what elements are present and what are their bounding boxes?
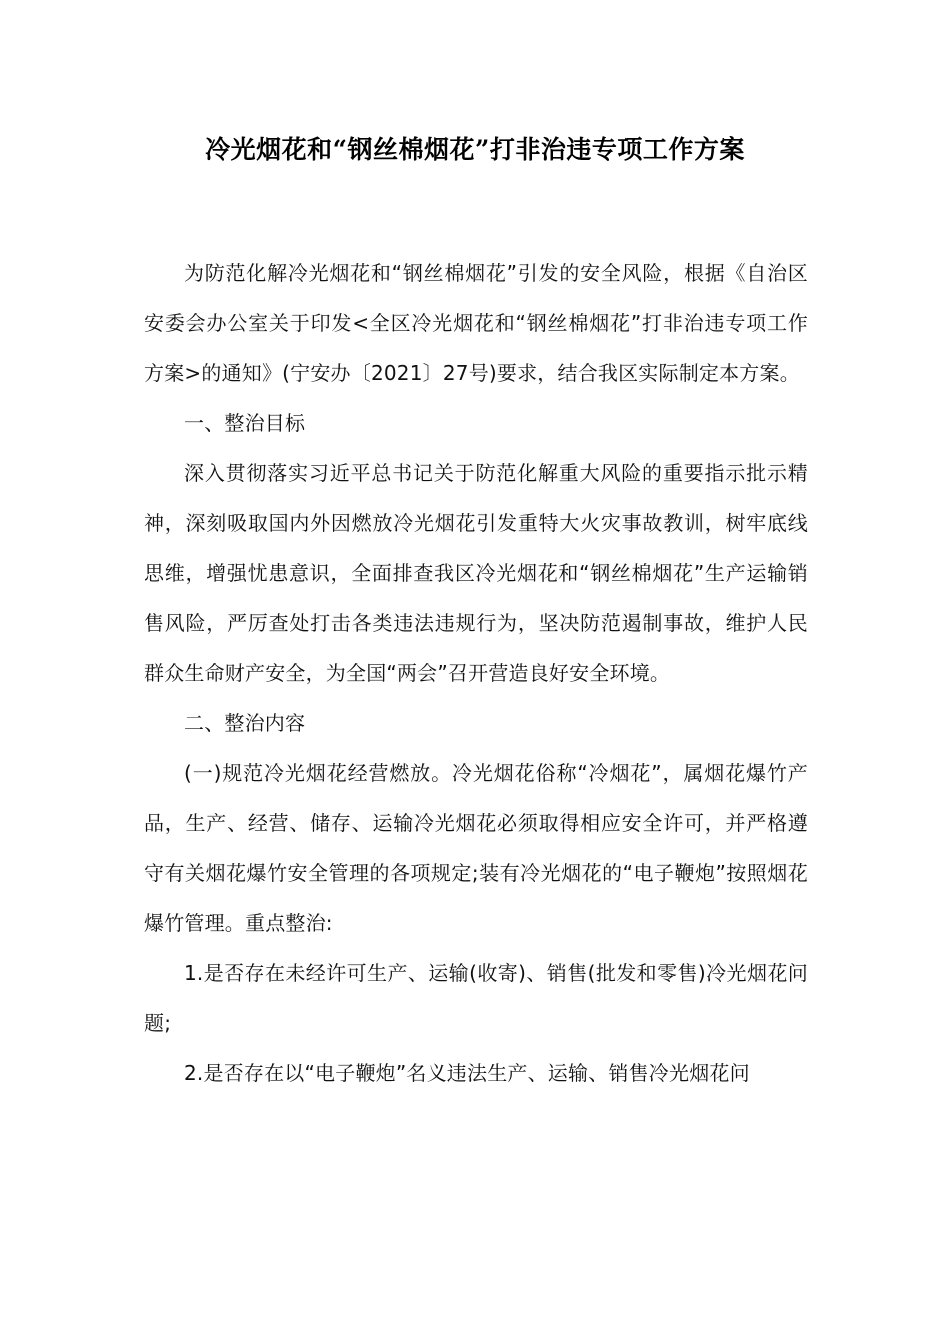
section-heading-goals: 一、整治目标 (184, 411, 306, 435)
list-item-1: 1.是否存在未经许可生产、运输(收寄)、销售(批发和零售)冷光烟花问题; (144, 961, 808, 1035)
content-paragraph-1: (一)规范冷光烟花经营燃放。冷光烟花俗称“冷烟花”，属烟花爆竹产品，生产、经营、储存、运输冷光烟花必须取得相应安全许可，并严格遵守有关烟花爆竹安全管理的各项规定;装有冷光烟花的“电子鞭炮”按照烟花爆竹管理。重点整治: (144, 761, 808, 935)
goals-paragraph: 深入贯彻落实习近平总书记关于防范化解重大风险的重要指示批示精神，深刻吸取国内外因燃放冷光烟花引发重特大火灾事故教训，树牢底线思维，增强忧患意识，全面排查我区冷光烟花和“钢丝棉烟花”生产运输销售风险，严厉查处打击各类违法违规行为，坚决防范遏制事故，维护人民群众生命财产安全，为全国“两会”召开营造良好安全环境。 (144, 461, 808, 685)
list-item-2: 2.是否存在以“电子鞭炮”名义违法生产、运输、销售冷光烟花问 (184, 1061, 750, 1085)
document-title: 冷光烟花和“钢丝棉烟花”打非治违专项工作方案 (205, 135, 745, 164)
document-body (144, 248, 808, 1098)
section-heading-content: 二、整治内容 (184, 711, 306, 735)
intro-paragraph: 为防范化解冷光烟花和“钢丝棉烟花”引发的安全风险，根据《自治区安委会办公室关于印发<全区冷光烟花和“钢丝棉烟花”打非治违专项工作方案>的通知》(宁安办〔2021〕27号)要求，结合我区实际制定本方案。 (144, 261, 808, 385)
